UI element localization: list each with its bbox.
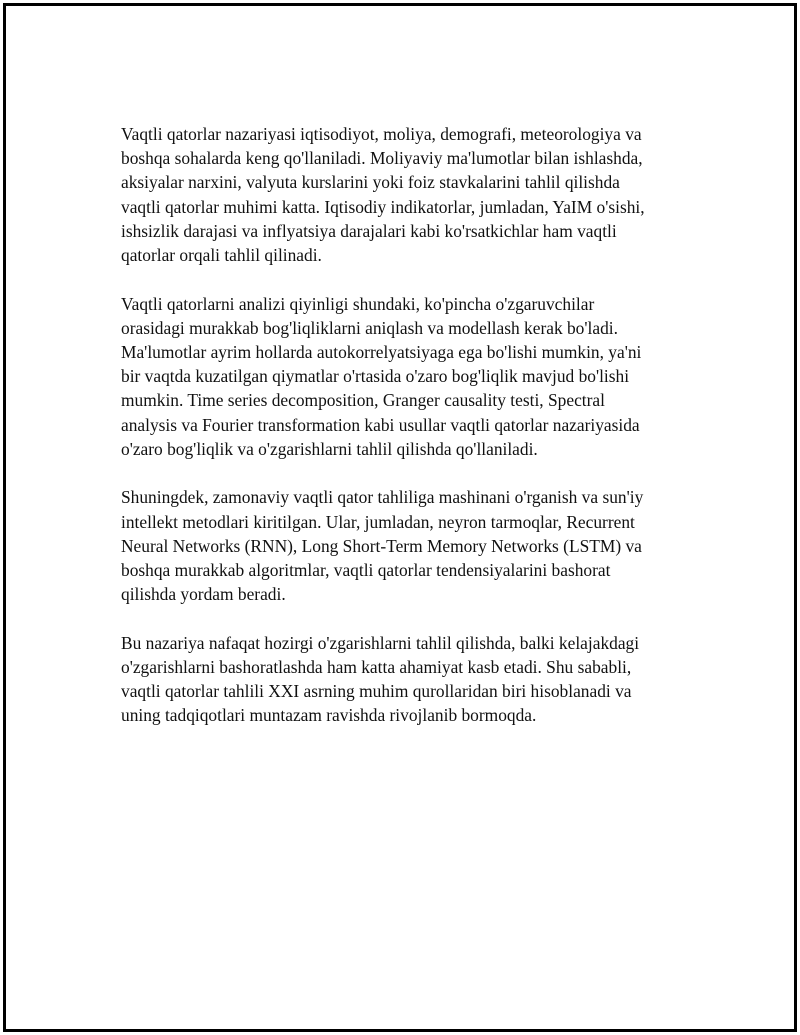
paragraph-4 <box>121 631 686 728</box>
text-line: vaqtli qatorlar tahlili XXI asrning muhim qurollaridan biri hisoblanadi va <box>121 681 632 702</box>
text-line: o'zaro bog'liqlik va o'zgarishlarni tahlil qilishda qo'llaniladi. <box>121 438 538 459</box>
text-line: bir vaqtda kuzatilgan qiymatlar o'rtasida o'zaro bog'liqlik mavjud bo'lishi <box>121 366 630 387</box>
text-line: Vaqtli qatorlar nazariyasi iqtisodiyot, moliya, demografi, meteorologiya va <box>121 124 642 144</box>
text-line: mumkin. Time series decomposition, Granger causality testi, Spectral <box>121 390 605 411</box>
paragraph-1 <box>121 122 686 267</box>
text-line: ishsizlik darajasi va inflyatsiya darajalari kabi ko'rsatkichlar ham vaqtli <box>121 220 617 241</box>
text-line: aksiyalar narxini, valyuta kurslarini yoki foiz stavkalarini tahlil qilishda <box>121 172 620 193</box>
text-line: qilishda yordam beradi. <box>121 584 286 605</box>
text-line: Neural Networks (RNN), Long Short-Term Memory Networks (LSTM) va <box>121 535 642 556</box>
text-line: Bu nazariya nafaqat hozirgi o'zgarishlarni tahlil qilishda, balki kelajakdagi <box>121 632 640 653</box>
text-line: o'zgarishlarni bashoratlashda ham katta ahamiyat kasb etadi. Shu sababli, <box>121 657 632 678</box>
paragraph-2 <box>121 292 686 461</box>
document-body <box>121 122 686 752</box>
text-line: boshqa murakkab algoritmlar, vaqtli qatorlar tendensiyalarini bashorat <box>121 560 611 581</box>
text-line: orasidagi murakkab bog'liqliklarni aniqlash va modellash kerak bo'ladi. <box>121 317 618 338</box>
text-line: Vaqtli qatorlarni analizi qiyinligi shundaki, ko'pincha o'zgaruvchilar <box>121 293 595 314</box>
paragraph-3 <box>121 485 686 606</box>
text-line: boshqa sohalarda keng qo'llaniladi. Moliyaviy ma'lumotlar bilan ishlashda, <box>121 148 643 169</box>
text-line: qatorlar orqali tahlil qilinadi. <box>121 245 322 266</box>
text-line: Ma'lumotlar ayrim hollarda autokorrelyatsiyaga ega bo'lishi mumkin, ya'ni <box>121 342 642 363</box>
page-frame <box>3 3 797 1032</box>
text-line: intellekt metodlari kiritilgan. Ular, jumladan, neyron tarmoqlar, Recurrent <box>121 511 635 532</box>
text-line: vaqtli qatorlar muhimi katta. Iqtisodiy indikatorlar, jumladan, YaIM o'sishi, <box>121 196 645 217</box>
text-line: analysis va Fourier transformation kabi usullar vaqtli qatorlar nazariyasida <box>121 414 640 435</box>
text-line: Shuningdek, zamonaviy vaqtli qator tahliliga mashinani o'rganish va sun'iy <box>121 487 644 508</box>
text-line: uning tadqiqotlari muntazam ravishda rivojlanib bormoqda. <box>121 705 537 726</box>
